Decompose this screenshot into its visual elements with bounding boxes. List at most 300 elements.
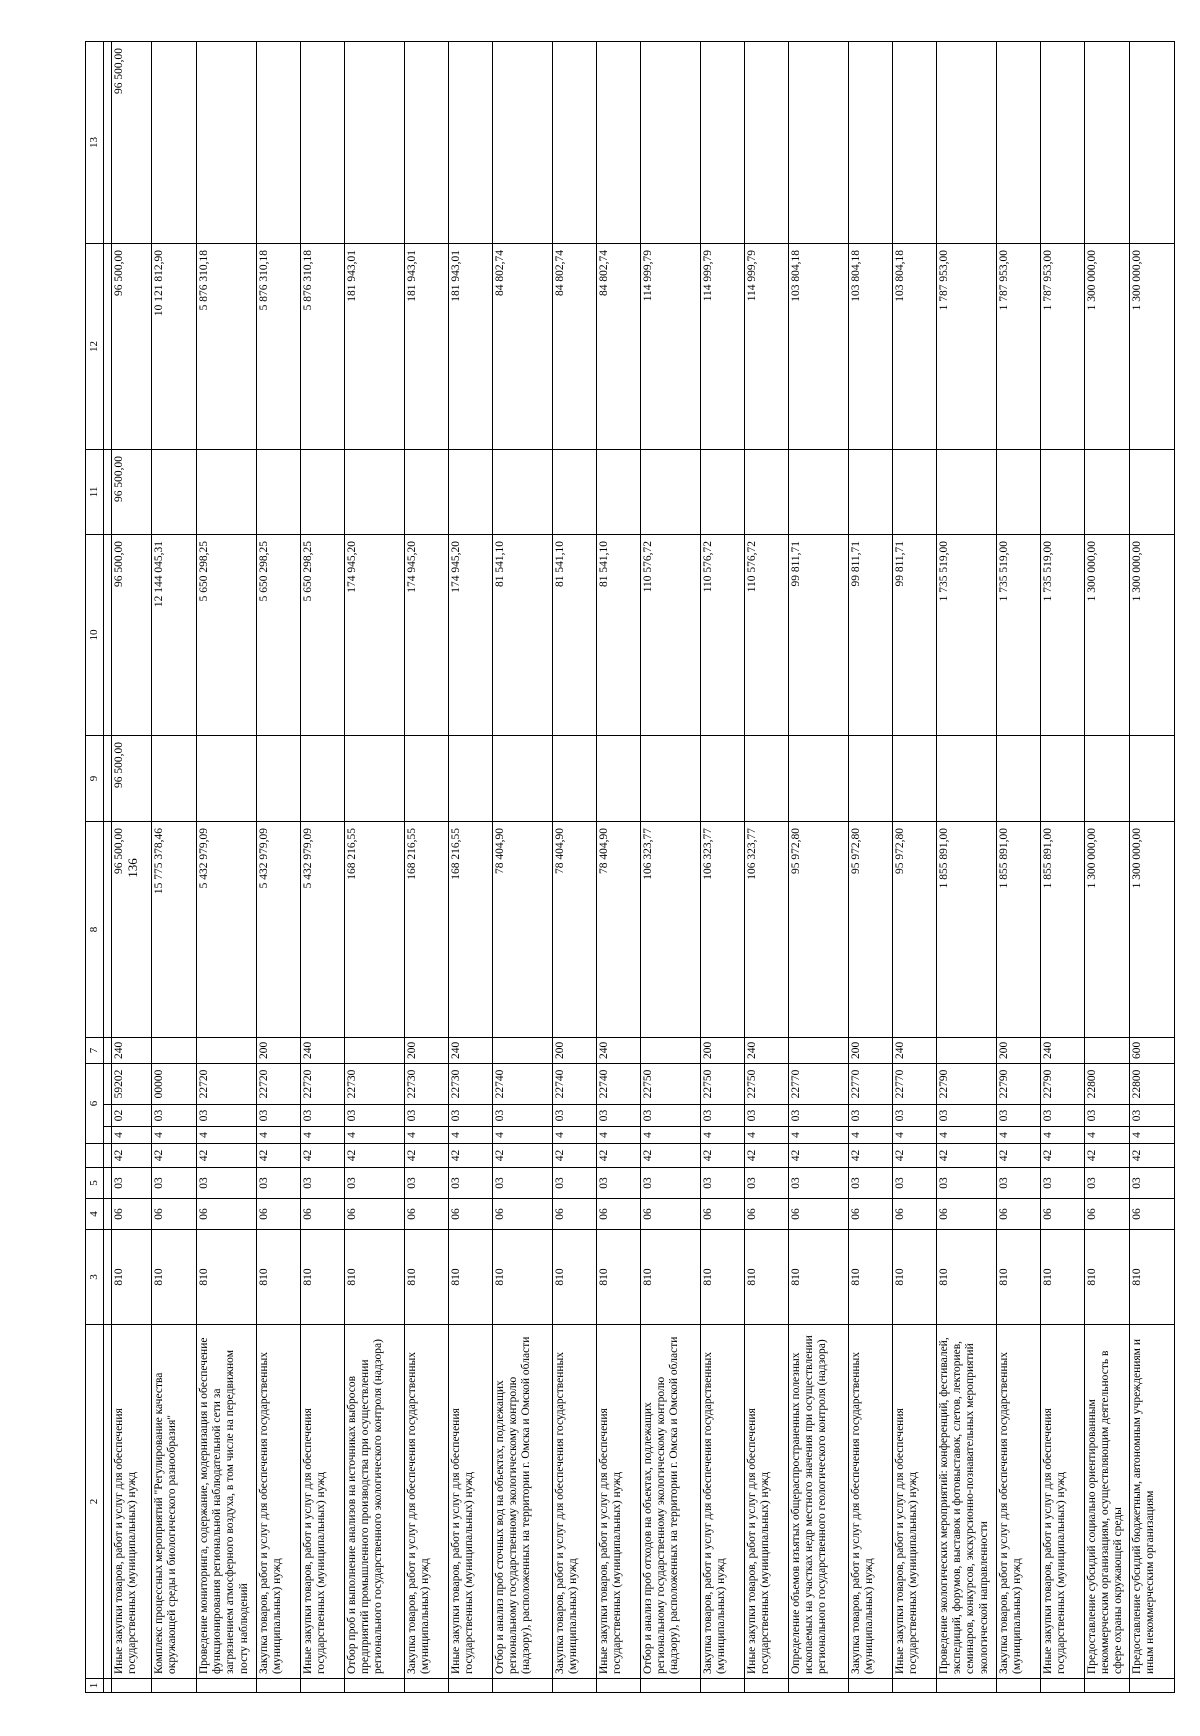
cell-col-6c: 03	[405, 1105, 449, 1127]
cell-col-6c: 03	[152, 1105, 197, 1127]
cell-col-11	[553, 449, 597, 534]
cell-col-4: 06	[1041, 1199, 1085, 1230]
table-row	[849, 41, 893, 1692]
cell-col-5: 03	[112, 1168, 152, 1199]
cell-col-6a: 42	[1085, 1144, 1130, 1168]
cell-col-3: 810	[893, 1230, 937, 1325]
cell-col-9	[257, 735, 301, 821]
cell-col-3: 810	[493, 1230, 553, 1325]
cell-col-13	[745, 41, 789, 243]
cell-col-6c: 03	[257, 1105, 301, 1127]
cell-col-4: 06	[597, 1199, 641, 1230]
cell-col-9	[1085, 735, 1130, 821]
cell-col-9	[301, 735, 345, 821]
cell-col-4: 06	[493, 1199, 553, 1230]
cell-col-1	[152, 1679, 197, 1693]
cell-name: Предоставление субсидий бюджетным, автономным учреждениям и иным некоммерческим организациям	[1130, 1325, 1175, 1679]
cell-col-12: 10 121 812,90	[152, 243, 197, 449]
cell-col-8: 106 323,77	[745, 821, 789, 1037]
cell-col-7	[789, 1037, 849, 1063]
cell-col-11	[937, 449, 997, 534]
cell-col-4: 06	[112, 1199, 152, 1230]
cell-col-3: 810	[152, 1230, 197, 1325]
cell-col-8: 95 972,80	[893, 821, 937, 1037]
cell-col-5: 03	[1085, 1168, 1130, 1199]
cell-col-4: 06	[257, 1199, 301, 1230]
cell-col-10: 5 650 298,25	[197, 534, 257, 735]
cell-col-11	[152, 449, 197, 534]
cell-col-11	[789, 449, 849, 534]
cell-col-8: 78 404,90	[597, 821, 641, 1037]
cell-col-6b: 4	[152, 1127, 197, 1144]
header-col-7: 7	[86, 1037, 104, 1063]
cell-col-6a: 42	[745, 1144, 789, 1168]
cell-col-4: 06	[893, 1199, 937, 1230]
cell-col-7: 200	[553, 1037, 597, 1063]
table-row	[937, 41, 997, 1692]
cell-col-4: 06	[1085, 1199, 1130, 1230]
cell-col-7	[493, 1037, 553, 1063]
cell-col-5: 03	[745, 1168, 789, 1199]
cell-col-6c: 03	[1085, 1105, 1130, 1127]
cell-col-3: 810	[701, 1230, 745, 1325]
cell-col-12: 114 999,79	[745, 243, 789, 449]
cell-col-8: 1 855 891,00	[937, 821, 997, 1037]
cell-name: Отбор проб и выполнение анализов на источниках выбросов предприятий промышленного производства при осуществлении регионального государственного экологического контроля (надзора)	[345, 1325, 405, 1679]
cell-col-12: 1 787 953,00	[937, 243, 997, 449]
cell-col-12: 96 500,00	[112, 243, 152, 449]
cell-col-6c: 03	[553, 1105, 597, 1127]
cell-col-10: 99 811,71	[789, 534, 849, 735]
cell-name: Иные закупки товаров, работ и услуг для обеспечения государственных (муниципальных) нужд	[1041, 1325, 1085, 1679]
cell-col-7: 240	[745, 1037, 789, 1063]
cell-col-13	[493, 41, 553, 243]
table-row	[449, 41, 493, 1692]
cell-col-9	[849, 735, 893, 821]
cell-col-6d: 22730	[449, 1063, 493, 1104]
cell-col-6d: 22750	[641, 1063, 701, 1104]
cell-col-11	[493, 449, 553, 534]
cell-col-3: 810	[597, 1230, 641, 1325]
cell-col-6d: 22720	[197, 1063, 257, 1104]
cell-col-6b: 4	[997, 1127, 1041, 1144]
cell-col-6d: 22750	[745, 1063, 789, 1104]
table-row	[641, 41, 701, 1692]
table-row	[405, 41, 449, 1692]
cell-col-3: 810	[1041, 1230, 1085, 1325]
cell-col-12: 114 999,79	[641, 243, 701, 449]
cell-col-6c: 03	[641, 1105, 701, 1127]
cell-col-6b: 4	[701, 1127, 745, 1144]
cell-col-8: 95 972,80	[789, 821, 849, 1037]
cell-col-9	[493, 735, 553, 821]
cell-col-3: 810	[405, 1230, 449, 1325]
cell-col-6a: 42	[301, 1144, 345, 1168]
cell-col-12: 84 802,74	[597, 243, 641, 449]
cell-name: Закупка товаров, работ и услуг для обеспечения государственных (муниципальных) нужд	[997, 1325, 1041, 1679]
cell-col-3: 810	[1085, 1230, 1130, 1325]
cell-col-6c: 03	[893, 1105, 937, 1127]
cell-name: Закупка товаров, работ и услуг для обеспечения государственных (муниципальных) нужд	[701, 1325, 745, 1679]
cell-col-9	[937, 735, 997, 821]
cell-col-5: 03	[789, 1168, 849, 1199]
cell-name: Иные закупки товаров, работ и услуг для обеспечения государственных (муниципальных) нужд	[112, 1325, 152, 1679]
cell-col-7: 240	[112, 1037, 152, 1063]
cell-col-1	[937, 1679, 997, 1693]
cell-col-6a: 42	[553, 1144, 597, 1168]
cell-col-6c: 02	[112, 1105, 152, 1127]
cell-col-6a: 42	[597, 1144, 641, 1168]
cell-col-7	[152, 1037, 197, 1063]
cell-col-6d: 22730	[345, 1063, 405, 1104]
cell-name: Закупка товаров, работ и услуг для обеспечения государственных (муниципальных) нужд	[405, 1325, 449, 1679]
cell-col-9	[449, 735, 493, 821]
table-row	[345, 41, 405, 1692]
header-col-4: 4	[86, 1199, 104, 1230]
table-row	[745, 41, 789, 1692]
cell-col-6b: 4	[405, 1127, 449, 1144]
cell-col-11: 96 500,00	[112, 449, 152, 534]
cell-col-6c: 03	[345, 1105, 405, 1127]
cell-col-6a: 42	[701, 1144, 745, 1168]
table-row	[257, 41, 301, 1692]
cell-col-6a: 42	[345, 1144, 405, 1168]
cell-col-12: 181 943,01	[345, 243, 405, 449]
cell-name: Иные закупки товаров, работ и услуг для обеспечения государственных (муниципальных) нужд	[449, 1325, 493, 1679]
cell-col-12: 5 876 310,18	[301, 243, 345, 449]
cell-col-6d: 22720	[257, 1063, 301, 1104]
cell-col-3: 810	[257, 1230, 301, 1325]
cell-col-5: 03	[493, 1168, 553, 1199]
cell-col-6b: 4	[112, 1127, 152, 1144]
page-number: 136	[125, 858, 140, 878]
cell-col-9	[1130, 735, 1175, 821]
cell-col-13	[152, 41, 197, 243]
cell-col-13	[937, 41, 997, 243]
cell-col-4: 06	[405, 1199, 449, 1230]
cell-col-4: 06	[553, 1199, 597, 1230]
header-col-2: 2	[86, 1325, 104, 1679]
cell-col-6b: 4	[553, 1127, 597, 1144]
cell-col-5: 03	[152, 1168, 197, 1199]
cell-col-9	[789, 735, 849, 821]
cell-col-1	[789, 1679, 849, 1693]
cell-col-4: 06	[1130, 1199, 1175, 1230]
cell-col-9	[405, 735, 449, 821]
cell-col-1	[301, 1679, 345, 1693]
table-body	[112, 41, 1175, 1692]
table-row	[152, 41, 197, 1692]
cell-col-1	[197, 1679, 257, 1693]
cell-col-5: 03	[345, 1168, 405, 1199]
cell-col-6a: 42	[1041, 1144, 1085, 1168]
cell-col-6b: 4	[1085, 1127, 1130, 1144]
cell-col-6b: 4	[745, 1127, 789, 1144]
cell-name: Закупка товаров, работ и услуг для обеспечения государственных (муниципальных) нужд	[553, 1325, 597, 1679]
cell-col-7: 200	[849, 1037, 893, 1063]
cell-col-11	[701, 449, 745, 534]
cell-col-11	[257, 449, 301, 534]
cell-col-11	[641, 449, 701, 534]
cell-col-6b: 4	[597, 1127, 641, 1144]
cell-col-11	[1085, 449, 1130, 534]
cell-col-6d: 22790	[1041, 1063, 1085, 1104]
cell-col-13	[449, 41, 493, 243]
table-row	[597, 41, 641, 1692]
cell-col-9	[345, 735, 405, 821]
cell-col-13: 96 500,00	[112, 41, 152, 243]
cell-col-12: 5 876 310,18	[197, 243, 257, 449]
table-row	[1041, 41, 1085, 1692]
cell-col-6b: 4	[345, 1127, 405, 1144]
cell-col-5: 03	[449, 1168, 493, 1199]
cell-col-11	[1130, 449, 1175, 534]
cell-col-8: 1 855 891,00	[1041, 821, 1085, 1037]
cell-col-3: 810	[997, 1230, 1041, 1325]
cell-col-5: 03	[997, 1168, 1041, 1199]
cell-col-6c: 03	[789, 1105, 849, 1127]
header-col-10: 10	[86, 534, 104, 735]
cell-col-5: 03	[641, 1168, 701, 1199]
header-spacer-row	[104, 41, 112, 1692]
cell-col-10: 99 811,71	[849, 534, 893, 735]
cell-name: Закупка товаров, работ и услуг для обеспечения государственных (муниципальных) нужд	[849, 1325, 893, 1679]
cell-col-6c: 03	[997, 1105, 1041, 1127]
header-col-8: 8	[86, 821, 104, 1037]
cell-col-13	[597, 41, 641, 243]
cell-col-4: 06	[745, 1199, 789, 1230]
cell-name: Отбор и анализ проб сточных вод на объектах, подлежащих региональному государственному экологическому контролю (надзору), расположенных на территории г. Омска и Омской области	[493, 1325, 553, 1679]
cell-col-13	[301, 41, 345, 243]
cell-name: Иные закупки товаров, работ и услуг для обеспечения государственных (муниципальных) нужд	[893, 1325, 937, 1679]
cell-col-4: 06	[152, 1199, 197, 1230]
cell-col-1	[745, 1679, 789, 1693]
cell-col-6b: 4	[1041, 1127, 1085, 1144]
cell-col-6b: 4	[257, 1127, 301, 1144]
cell-col-9	[152, 735, 197, 821]
cell-col-6d: 22740	[597, 1063, 641, 1104]
cell-col-6b: 4	[449, 1127, 493, 1144]
cell-col-13	[1130, 41, 1175, 243]
cell-col-4: 06	[449, 1199, 493, 1230]
cell-col-13	[997, 41, 1041, 243]
cell-col-1	[405, 1679, 449, 1693]
cell-col-6d: 22730	[405, 1063, 449, 1104]
cell-col-6d: 22750	[701, 1063, 745, 1104]
cell-col-9	[893, 735, 937, 821]
cell-col-5: 03	[701, 1168, 745, 1199]
cell-col-8: 78 404,90	[493, 821, 553, 1037]
cell-col-7	[937, 1037, 997, 1063]
cell-col-1	[701, 1679, 745, 1693]
cell-col-13	[641, 41, 701, 243]
cell-col-5: 03	[257, 1168, 301, 1199]
cell-col-11	[345, 449, 405, 534]
cell-col-10: 81 541,10	[597, 534, 641, 735]
cell-col-12: 103 804,18	[789, 243, 849, 449]
cell-col-6c: 03	[597, 1105, 641, 1127]
cell-col-13	[893, 41, 937, 243]
header-col-6: 6	[86, 1063, 104, 1143]
cell-col-4: 06	[789, 1199, 849, 1230]
cell-col-6a: 42	[789, 1144, 849, 1168]
cell-col-6d: 22770	[893, 1063, 937, 1104]
cell-col-8: 5 432 979,09	[197, 821, 257, 1037]
header-col-6a	[86, 1144, 104, 1168]
cell-col-9: 96 500,00	[112, 735, 152, 821]
cell-col-6a: 42	[449, 1144, 493, 1168]
cell-col-8: 95 972,80	[849, 821, 893, 1037]
cell-col-7: 200	[405, 1037, 449, 1063]
table-row	[197, 41, 257, 1692]
cell-col-10: 99 811,71	[893, 534, 937, 735]
cell-col-8: 1 300 000,00	[1130, 821, 1175, 1037]
budget-table-rotated	[85, 42, 1157, 1693]
cell-col-6d: 00000	[152, 1063, 197, 1104]
cell-col-7: 200	[701, 1037, 745, 1063]
cell-col-4: 06	[997, 1199, 1041, 1230]
cell-name: Предоставление субсидий социально ориентированным некоммерческим организациям, осуществляющим деятельность в сфере охраны окружающей среды	[1085, 1325, 1130, 1679]
cell-col-1	[112, 1679, 152, 1693]
cell-col-8: 15 775 378,46	[152, 821, 197, 1037]
cell-col-12: 181 943,01	[405, 243, 449, 449]
cell-col-1	[345, 1679, 405, 1693]
cell-col-12: 1 300 000,00	[1130, 243, 1175, 449]
cell-col-7: 240	[893, 1037, 937, 1063]
cell-col-6a: 42	[849, 1144, 893, 1168]
cell-col-3: 810	[449, 1230, 493, 1325]
cell-col-6a: 42	[405, 1144, 449, 1168]
cell-col-6b: 4	[937, 1127, 997, 1144]
header-col-5: 5	[86, 1168, 104, 1199]
cell-name: Определение объемов изъятых общераспространенных полезных ископаемых на участках недр местного значения при осуществлении регионального государственного геологического контроля (надзора)	[789, 1325, 849, 1679]
cell-col-1	[1041, 1679, 1085, 1693]
cell-col-9	[197, 735, 257, 821]
cell-col-8: 78 404,90	[553, 821, 597, 1037]
header-col-9: 9	[86, 735, 104, 821]
cell-col-10: 174 945,20	[405, 534, 449, 735]
cell-col-6c: 03	[701, 1105, 745, 1127]
cell-col-7	[641, 1037, 701, 1063]
cell-col-13	[1041, 41, 1085, 243]
cell-col-6d: 22720	[301, 1063, 345, 1104]
header-col-12: 12	[86, 243, 104, 449]
cell-col-4: 06	[937, 1199, 997, 1230]
cell-col-9	[997, 735, 1041, 821]
cell-col-12: 84 802,74	[553, 243, 597, 449]
cell-col-8: 1 855 891,00	[997, 821, 1041, 1037]
cell-col-7: 600	[1130, 1037, 1175, 1063]
cell-col-5: 03	[553, 1168, 597, 1199]
cell-col-7: 240	[301, 1037, 345, 1063]
cell-col-3: 810	[553, 1230, 597, 1325]
cell-col-10: 110 576,72	[641, 534, 701, 735]
header-col-1: 1	[86, 1679, 104, 1693]
cell-col-4: 06	[849, 1199, 893, 1230]
cell-col-1	[553, 1679, 597, 1693]
cell-col-3: 810	[301, 1230, 345, 1325]
cell-col-5: 03	[597, 1168, 641, 1199]
cell-col-1	[449, 1679, 493, 1693]
cell-col-6c: 03	[937, 1105, 997, 1127]
cell-col-10: 174 945,20	[449, 534, 493, 735]
header-col-11: 11	[86, 449, 104, 534]
cell-col-6a: 42	[112, 1144, 152, 1168]
cell-col-4: 06	[641, 1199, 701, 1230]
cell-col-10: 110 576,72	[701, 534, 745, 735]
cell-col-11	[449, 449, 493, 534]
cell-col-3: 810	[345, 1230, 405, 1325]
table-row	[112, 41, 152, 1692]
cell-col-9	[745, 735, 789, 821]
cell-name: Иные закупки товаров, работ и услуг для обеспечения государственных (муниципальных) нужд	[745, 1325, 789, 1679]
cell-col-5: 03	[301, 1168, 345, 1199]
cell-name: Иные закупки товаров, работ и услуг для обеспечения государственных (муниципальных) нужд	[597, 1325, 641, 1679]
cell-col-10: 1 300 000,00	[1130, 534, 1175, 735]
cell-col-6d: 22770	[849, 1063, 893, 1104]
table-row	[553, 41, 597, 1692]
cell-name: Комплекс процессных мероприятий "Регулирование качества окружающей среды и биологического разнообразия"	[152, 1325, 197, 1679]
cell-col-6d: 22800	[1085, 1063, 1130, 1104]
cell-col-8: 106 323,77	[701, 821, 745, 1037]
cell-col-8: 5 432 979,09	[301, 821, 345, 1037]
table-row	[493, 41, 553, 1692]
cell-col-6c: 03	[197, 1105, 257, 1127]
cell-col-9	[701, 735, 745, 821]
cell-name: Иные закупки товаров, работ и услуг для обеспечения государственных (муниципальных) нужд	[301, 1325, 345, 1679]
cell-col-6a: 42	[1130, 1144, 1175, 1168]
cell-col-11	[893, 449, 937, 534]
cell-col-10: 1 735 519,00	[997, 534, 1041, 735]
cell-col-6d: 22740	[493, 1063, 553, 1104]
cell-col-8: 1 300 000,00	[1085, 821, 1130, 1037]
table-row	[301, 41, 345, 1692]
cell-col-12: 84 802,74	[493, 243, 553, 449]
cell-col-5: 03	[937, 1168, 997, 1199]
table-row	[1085, 41, 1130, 1692]
cell-col-3: 810	[197, 1230, 257, 1325]
cell-col-13	[789, 41, 849, 243]
cell-col-11	[597, 449, 641, 534]
cell-col-8: 106 323,77	[641, 821, 701, 1037]
table-row	[789, 41, 849, 1692]
budget-table	[85, 41, 1175, 1693]
cell-col-6d: 22790	[997, 1063, 1041, 1104]
cell-col-6b: 4	[493, 1127, 553, 1144]
cell-col-3: 810	[1130, 1230, 1175, 1325]
cell-col-6c: 03	[745, 1105, 789, 1127]
cell-col-10: 81 541,10	[553, 534, 597, 735]
cell-col-13	[1085, 41, 1130, 243]
cell-col-1	[1130, 1679, 1175, 1693]
cell-col-13	[197, 41, 257, 243]
cell-col-10: 5 650 298,25	[257, 534, 301, 735]
cell-col-6c: 03	[301, 1105, 345, 1127]
cell-col-3: 810	[112, 1230, 152, 1325]
cell-col-10: 81 541,10	[493, 534, 553, 735]
cell-col-7: 240	[1041, 1037, 1085, 1063]
cell-col-1	[997, 1679, 1041, 1693]
cell-col-7	[197, 1037, 257, 1063]
cell-col-12: 5 876 310,18	[257, 243, 301, 449]
cell-col-8: 5 432 979,09	[257, 821, 301, 1037]
cell-col-10: 1 300 000,00	[1085, 534, 1130, 735]
table-row	[701, 41, 745, 1692]
cell-col-11	[745, 449, 789, 534]
cell-col-12: 1 300 000,00	[1085, 243, 1130, 449]
cell-col-4: 06	[301, 1199, 345, 1230]
cell-col-6b: 4	[893, 1127, 937, 1144]
